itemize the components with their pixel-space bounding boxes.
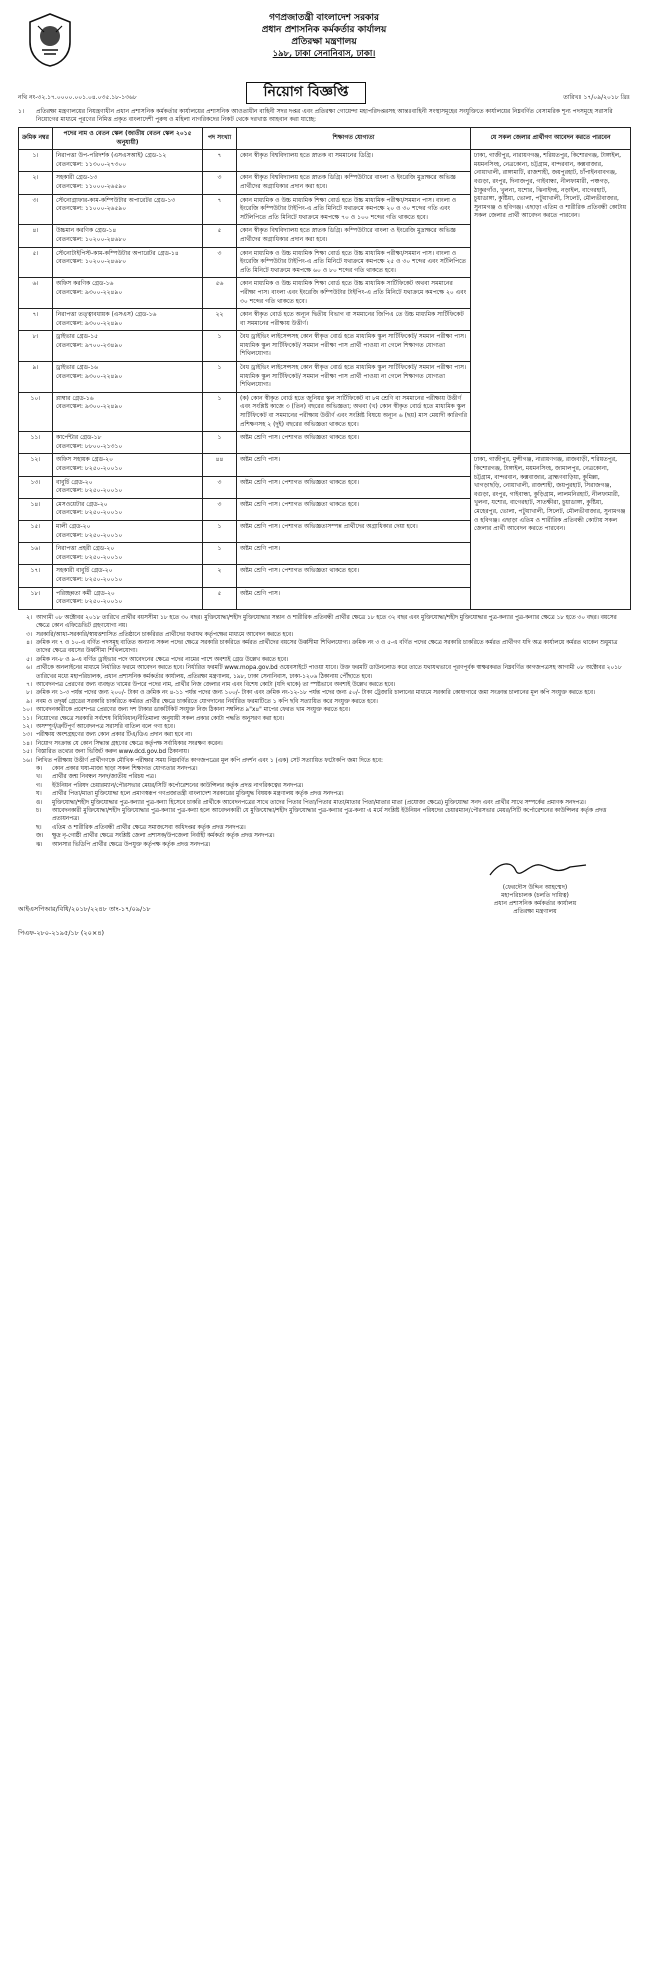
note-number: ১৫। [22, 749, 32, 756]
subnote-text: আনসার ভিডিপি প্রার্থীর ক্ষেত্রে উপযুক্ত কর্তৃপক্ষ কর্তৃক প্রদত্ত সনদপত্র। [52, 841, 211, 848]
subnote-text: ক্ষুদ্র নৃ-গোষ্ঠী প্রার্থীর ক্ষেত্রে সংশ্লিষ্ট জেলা প্রশাসক/উপজেলা নির্বাহী কর্মকর্তা কর্তৃক প্রদত্ত সনদপত্র। [52, 833, 275, 840]
ispr-memo: আইএসপিআর/বিধি/২০১৮/২২৪৮ তাং-১৭/০৯/১৮ [18, 905, 151, 914]
note-text: ক্রমিক নং ১-৩ পর্যন্ত পদের জন্য ২০০/- টাকা ও ক্রমিক নং ৪-১১ পর্যন্ত পদের জন্য ১০০/- টাকা এবং ক্রমিক নং-১২-১৮ পর্যন্ত পদের জন্য ৫০/- টাকা ট্রেজারি চালানের মাধ্যমে সরকারি কোষাগারে জমা সংক্রান্ত চালানের মূল কপি সংযুক্ত করতে হবে। [36, 690, 596, 697]
note-item [18, 706, 630, 714]
post-cell [53, 247, 203, 278]
note-item [18, 656, 630, 664]
post-count: ১ [203, 520, 237, 542]
row-serial: ৮। [19, 331, 53, 362]
note-text: নবম ও তদূর্ধ্ব গ্রেডের সরকারি চাকরিতে কর্মরত প্রার্থীর ক্ষেত্রে চাকরিতে যোগদানের নির্ধারিত ফরমাটিতে ১ কপি ছবি সত্যায়িত করে সংযুক্ত করতে হবে। [36, 698, 378, 705]
pay-scale: বেতনস্কেল: ১১০০০-২৬৫৯০ [56, 182, 127, 190]
post-count: ১ [203, 392, 237, 431]
signature-icon [460, 857, 610, 881]
note-text: ক্রমিক নং ৭ ও ১০-এ বর্ণিত পদসমূহ ব্যতিত অন্যান্য সকল পদের ক্ষেত্রে সরকারি চাকরিতে কর্মরত প্রার্থীদের বয়সের উর্ধ্বসীমা শিথিলযোগ্য। ক্রমিক নং ৩ ও ৫-এ বর্ণিত পদের ক্ষেত্রে সরকারি চাকরিতে কর্মরত প্রার্থীগণ যদি অত্র কার্যালয়ে কর্মরত থাকেন শুধুমাত্র তাদের ক্ষেত্রে বয়সের উর্ধ্বসীমা শিথিলযোগ্য। [36, 639, 618, 655]
qualification: অষ্টম শ্রেণি পাস। পেশাগত অভিজ্ঞতা থাকতে হবে। [237, 432, 471, 454]
post-count: ১ [203, 432, 237, 454]
post-count: ৭ [203, 150, 237, 172]
column-header: ক্রমিক নম্বর [19, 128, 53, 150]
post-cell [53, 309, 203, 331]
row-serial: ৭। [19, 309, 53, 331]
note-item [18, 631, 630, 639]
pay-scale: বেতনস্কেল: ১১৩০০-২৭৩০০ [56, 160, 127, 168]
note-item [18, 723, 630, 731]
subnote-letter: ঙ। [36, 799, 43, 806]
note-number: ৮। [26, 690, 32, 697]
post-cell [53, 520, 203, 542]
note-text: নিয়োগের ক্ষেত্রে সরকারি সর্বশেষ বিধিবিধান/নীতিমালা অনুযায়ী সকল প্রকার কোটা পদ্ধতি অনুসরণ করা হবে। [36, 715, 285, 722]
pay-scale: বেতনস্কেল: ১১০০০-২৬৫৯০ [56, 205, 127, 213]
post-name: স্টেনোটাইপিস্ট-কাম-কম্পিউটার অপারেটর গ্রেড-১৪ [56, 249, 179, 257]
table-row [19, 150, 631, 172]
post-name: নিরাপত্তা তত্ত্বাবধায়ক (এসএস) গ্রেড-১৬ [56, 311, 157, 319]
table-header-row [19, 128, 631, 150]
signatory-name: (ফেরদৌস উদ্দিন আহম্মেদ) [502, 884, 568, 892]
note-number: ১০। [22, 707, 32, 714]
qualification: অষ্টম শ্রেণি পাস। [237, 587, 471, 609]
subnote-letter: খ। [36, 774, 42, 781]
post-name: পরিচ্ছন্নতা কর্মী গ্রেড-২০ [56, 589, 115, 597]
pay-scale: বেতনস্কেল: ৮২৫০-২০০১০ [56, 575, 123, 583]
subnote-item [18, 841, 630, 849]
post-count: ১ [203, 543, 237, 565]
row-serial: ১২। [19, 454, 53, 476]
memo-number: নথি নং-৩২.১৭.০০০০.০০১.০৪.০৩৫.১৮-১৩৬৮ [18, 94, 137, 101]
post-cell [53, 225, 203, 247]
pay-scale: বেতনস্কেল: ১০২০০-২৪৬৮০ [56, 235, 127, 243]
note-text: নিয়োগ সংক্রান্ত যে কোন সিদ্ধান্ত গ্রহণের ক্ষেত্রে কর্তৃপক্ষ সর্বাধিকার সংরক্ষণ করেন। [36, 740, 223, 747]
note-number: ৫। [26, 656, 32, 663]
qualification: অষ্টম শ্রেণি পাস। পেশাগত অভিজ্ঞতা থাকতে হবে। [237, 498, 471, 520]
note-text: ক্রমিক নং-৮ ও ৯-এ বর্ণিত ড্রাইভার পদে আবেদনের ক্ষেত্রে পদের নামের পাশে অবশ্যই গ্রেড উল্লেখ করতে হবে। [36, 656, 289, 663]
subnote-item [18, 765, 630, 773]
row-serial: ১৪। [19, 498, 53, 520]
pay-scale: বেতনস্কেল: ৮৮০০-২১৩১০ [56, 442, 123, 450]
subnote-text: আবেদনকারী মুক্তিযোদ্ধা/শহীদ মুক্তিযোদ্ধার পুত্র-কন্যার পুত্র-কন্যা হলে আবেদনকারী যে মুক্তিযোদ্ধা/শহীদ মুক্তিযোদ্ধার পুত্র-কন্যার পুত্র-কন্যা এ মর্মে সংশ্লিষ্ট ইউনিয়ন পরিষদের চেয়ারম্যান/পৌরসভার মেয়র/সিটি কর্পোরেশনের কাউন্সিলর কর্তৃক প্রদত্ত প্রত্যয়নপত্র। [52, 808, 607, 823]
header-line-3: প্রতিরক্ষা মন্ত্রণালয় [291, 37, 357, 47]
subnote-item [18, 824, 630, 832]
qualification: অষ্টম শ্রেণি পাস। পেশাগত অভিজ্ঞতাসম্পন্ন প্রার্থীদের অগ্রাধিকার দেয়া হবে। [237, 520, 471, 542]
note-item [18, 681, 630, 689]
post-cell [53, 362, 203, 393]
row-serial: ৯। [19, 362, 53, 393]
post-count: ২২ [203, 309, 237, 331]
note-item [18, 757, 630, 765]
row-serial: ৩। [19, 194, 53, 225]
row-serial: ১০। [19, 392, 53, 431]
post-name: নিরাপত্তা উপ-পরিদর্শক (এসএসআই) গ্রেড-১২ [56, 152, 167, 160]
note-text: পরীক্ষায় অংশগ্রহণের জন্য কোন প্রকার টিএ/ডিএ প্রদান করা হবে না। [36, 732, 193, 739]
post-name: বাবুর্চি গ্রেড-২০ [56, 478, 93, 486]
qualification: অষ্টম শ্রেণি পাস। [237, 543, 471, 565]
subnote-text: কোন প্রকার ঘষা-মাজা ছাড়া সকল শিক্ষাগত যোগ্যতার সনদপত্র। [52, 766, 198, 773]
qualification: কোন মাধ্যমিক ও উচ্চ মাধ্যমিক শিক্ষা বোর্ড হতে উচ্চ মাধ্যমিক পরীক্ষা/সমমান পাস। বাংলা ও ইংরেজি কম্পিউটার টাইপিং-এ প্রতি মিনিটে যথাক্রমে কমপক্ষে ২৫ ও ৩০ শব্দের এবং সর্টলিপিতে প্রতি মিনিটে যথাক্রমে কমপক্ষে ৬০ ও ৮০ শব্দের গতি থাকতে হবে। [237, 247, 471, 278]
letterhead [18, 10, 630, 80]
row-serial: ৫। [19, 247, 53, 278]
post-cell [53, 194, 203, 225]
header-line-1: গণপ্রজাতন্ত্রী বাংলাদেশ সরকার [269, 13, 379, 23]
qualification: বৈধ ড্রাইভিং লাইসেন্সসহ কোন স্বীকৃত বোর্ড হতে মাধ্যমিক স্কুল সার্টিফিকেট/ সমমান পরীক্ষা পাস। মাধ্যমিক স্কুল সার্টিফিকেট/ সমমান পরীক্ষা পাস প্রার্থী পাওয়া না গেলে শিক্ষাগত যোগ্যতা শিথিলযোগ্য। [237, 362, 471, 393]
column-header: পদ সংখ্যা [203, 128, 237, 150]
note-text: প্রার্থীকে অনলাইনের মাধ্যমে নির্ধারিত ফরমে আবেদন করতে হবে। নির্ধারিত ফরমটি www.mopa.gov.bd ওয়েবসাইটে পাওয়া যাবে। উক্ত ফরমটি ডাউনলোড করে তাতে যথাযথভাবে পূরণপূর্বক স্বাক্ষরকরত নিম্নবর্ণিত কাগজপত্রসহ আগামী ০৮ অক্টোবর ২০১৮ তারিখের মধ্যে মহাপরিচালক, প্রধান প্রশাসনিক কর্মকর্তার কার্যালয়, প্রতিরক্ষা মন্ত্রণালয়, ১৯৮, ঢাকা সেনানিবাস, ঢাকা-১২০৬ ঠিকানায় পৌঁছাতে হবে। [36, 665, 622, 680]
footer [18, 857, 630, 947]
subnote-item [18, 790, 630, 798]
post-name: অফিস সহায়ক গ্রেড-২০ [56, 456, 113, 464]
post-cell [53, 498, 203, 520]
row-serial: ১৩। [19, 476, 53, 498]
post-name: প্লাম্বার গ্রেড-১৬ [56, 394, 94, 402]
post-name: অফিস করণিক গ্রেড-১৬ [56, 280, 114, 288]
post-name: মালী গ্রেড-২০ [56, 522, 91, 530]
intro-paragraph [18, 108, 630, 124]
column-header: শিক্ষাগত যোগ্যতা [237, 128, 471, 150]
row-serial: ৬। [19, 278, 53, 309]
qualification: কোন স্বীকৃত বিশ্ববিদ্যালয় হতে স্নাতক ডিগ্রি। কম্পিউটারে বাংলা ও ইংরেজি মুদ্রাক্ষরে অভিজ্ঞ প্রার্থীদের অগ্রাধিকার প্রদান করা হবে। [237, 172, 471, 194]
posts-table [18, 127, 631, 610]
post-count: ৩ [203, 498, 237, 520]
row-serial: ১৫। [19, 520, 53, 542]
post-cell [53, 476, 203, 498]
note-number: ১৬। [22, 757, 32, 764]
intro-number: ১। [18, 108, 25, 115]
signature-block [460, 857, 610, 916]
note-text: বিস্তারিত তথ্যের জন্য ভিজিট করুন www.dcd.gov.bd ঠিকানায়। [36, 749, 190, 756]
pay-scale: বেতনস্কেল: ৮২৫০-২০০১০ [56, 487, 123, 495]
post-name: মেসওয়েটার গ্রেড-২০ [56, 500, 108, 508]
post-count: ৫ [203, 225, 237, 247]
note-text: লিখিত পরীক্ষায় উত্তীর্ণ প্রার্থীগণকে মৌখিক পরীক্ষার সময় নিম্নবর্ণিত কাগজপত্রের মূল কপি প্রদর্শন এবং ১ (এক) সেট সত্যায়িত ফটোকপি জমা দিতে হবে: [36, 757, 383, 764]
subnote-letter: গ। [36, 782, 42, 789]
qualification: কোন স্বীকৃত বোর্ড হতে অন্যূন দ্বিতীয় বিভাগ বা সমমানের জিপিএ তে উচ্চ মাধ্যমিক সার্টিফিকেট বা সমমানের পরীক্ষায় উত্তীর্ণ। [237, 309, 471, 331]
qualification: অষ্টম শ্রেণি পাস। [237, 454, 471, 476]
note-number: ৩। [26, 631, 32, 638]
post-cell [53, 172, 203, 194]
post-name: সহকারী বাবুর্চি গ্রেড-২০ [56, 567, 113, 575]
pay-scale: বেতনস্কেল: ৮২৫০-২০০১০ [56, 465, 123, 472]
qualification: কোন মাধ্যমিক ও উচ্চ মাধ্যমিক শিক্ষা বোর্ড হতে উচ্চ মাধ্যমিক পরীক্ষা/সমমান পাস। বাংলা ও ইংরেজি কম্পিউটার টাইপিং-এ প্রতি মিনিটে যথাক্রমে কমপক্ষে ২০ ও ৩০ শব্দের গতি এবং সর্টলিপিতে প্রতি মিনিটে যথাক্রমে কমপক্ষে ৭০ ও ১০০ শব্দের গতি থাকতে হবে। [237, 194, 471, 225]
post-name: নিরাপত্তা প্রহরী গ্রেড-২০ [56, 545, 115, 553]
subnote-item [18, 799, 630, 807]
note-item [18, 664, 630, 681]
post-name: সহকারী গ্রেড-১৩ [56, 174, 98, 182]
subnote-letter: চ। [36, 808, 42, 815]
subnote-letter: ক। [36, 766, 43, 773]
pay-scale: বেতনস্কেল: ১০২০০-২৪৬৮০ [56, 258, 127, 266]
note-text: সরকারি/আধা-সরকারি/স্বায়ত্তশাসিত প্রতিষ্ঠানে চাকরিরত প্রার্থীদের যথাযথ কর্তৃপক্ষের মাধ্যমে আবেদন করতে হবে। [36, 631, 294, 638]
note-number: ১৪। [22, 740, 32, 747]
note-text: অসম্পূর্ণ/ত্রুটিপূর্ণ আবেদনপত্র সরাসরি বাতিল বলে গণ্য হবে। [36, 724, 175, 730]
qualification: কোন স্বীকৃত বিশ্ববিদ্যালয় হতে স্নাতক ডিগ্রি। কম্পিউটারে বাংলা ও ইংরেজি মুদ্রাক্ষরে অভিজ্ঞ প্রার্থীদের অগ্রাধিকার প্রদান করা হবে। [237, 225, 471, 247]
notice-date: তারিখঃ ১৭/০৯/২০১৮ খ্রিঃ [563, 94, 630, 101]
post-cell [53, 150, 203, 172]
note-item [18, 689, 630, 697]
note-number: ১১। [22, 715, 32, 722]
letterhead-text [18, 12, 630, 60]
post-cell [53, 392, 203, 431]
note-text: আবেদনকারীকে প্রবেশপত্র প্রেরণের জন্য দশ টাকার ডাকটিকিট সংযুক্ত নিজ ঠিকানা সম্বলিত ৯"x৪" মাপের ফেরত খাম সংযুক্ত করতে হবে। [36, 707, 350, 714]
pay-scale: বেতনস্কেল: ৯৩০০-২২৪৯০ [56, 403, 123, 411]
post-count: ৭ [203, 194, 237, 225]
subnote-text: প্রার্থীর জন্ম নিবন্ধন সনদ/জাতীয় পরিচয় পত্র। [52, 774, 156, 781]
note-item [18, 614, 630, 631]
post-count: ৩ [203, 247, 237, 278]
post-count: ১ [203, 362, 237, 393]
page [18, 10, 630, 947]
note-number: ২। [26, 614, 32, 621]
note-text: আবেদনপত্র প্রেরণের জন্য ব্যবহৃত খামের উপরে পদের নাম, প্রার্থীর নিজ জেলার নাম এবং বিশেষ কোটা (যদি থাকে) তা স্পষ্টভাবে অবশ্যই উল্লেখ করতে হবে। [36, 681, 396, 688]
post-name: স্টেনোগ্রাফার-কাম-কম্পিউটার অপারেটর গ্রেড-১৩ [56, 196, 176, 204]
note-number: ৬। [26, 665, 32, 672]
post-count: ৫ [203, 587, 237, 609]
pay-scale: বেতনস্কেল: ৯৩০০-২২৪৯০ [56, 288, 123, 296]
post-name: ড্রাইভার গ্রেড-১৫ [56, 333, 98, 341]
note-number: ৭। [26, 681, 32, 688]
subnote-text: মুক্তিযোদ্ধা/শহীদ মুক্তিযোদ্ধার পুত্র-কন্যার পুত্র-কন্যা হিসেবে চাকরি প্রার্থীকে আবেদনপত্রের সাথে তাদের পিতার পিতা/পিতার মাতা/মাতার পিতা/মাতার মাতা (প্রযোজ্য ক্ষেত্রে) মুক্তিযোদ্ধা সনদ এবং প্রার্থীর সাথে সম্পর্কের প্রমাণক সনদপত্র। [52, 799, 586, 806]
post-cell [53, 454, 203, 476]
qualification: কোন স্বীকৃত বিশ্ববিদ্যালয় হতে স্নাতক বা সমমানের ডিগ্রি। [237, 150, 471, 172]
subnote-letter: জ। [36, 833, 44, 840]
pay-scale: বেতনস্কেল: ৮২৫০-২০০১০ [56, 531, 123, 539]
column-header: পদের নাম ও বেতন স্কেল (জাতীয় বেতন স্কেল ২০১৫ অনুযায়ী) [53, 128, 203, 150]
post-cell [53, 543, 203, 565]
note-item [18, 698, 630, 706]
note-item [18, 639, 630, 656]
subnote-item [18, 832, 630, 840]
pay-scale: বেতনস্কেল: ৮২৫০-২০০১০ [56, 598, 123, 606]
row-serial: ১৭। [19, 565, 53, 587]
eligible-districts-b: ঢাকা, গাজীপুর, মুন্সীগঞ্জ, নারায়ণগঞ্জ, রাজবাড়ী, শরিয়তপুর, কিশোরগঞ্জ, টাঙ্গাইল, ময়মনসিংহ, জামালপুর, নেত্রকোনা, চট্টগ্রাম, বান্দরবান, কক্সবাজার, ব্রাহ্মণবাড়িয়া, কুমিল্লা, খাগড়াছড়ি, নোয়াখালী, রাজশাহী, জয়পুরহাট, সিরাজগঞ্জ, বগুড়া, রংপুর, গাইবান্ধা, কুড়িগ্রাম, লালমনিরহাট, নীলফামারী, খুলনা, যশোর, বাগেরহাট, সাতক্ষীরা, চুয়াডাঙ্গা, কুষ্টিয়া, মেহেরপুর, ভোলা, পটুয়াখালী, সিলেট, মৌলভীবাজার, সুনামগঞ্জ ও হবিগঞ্জ। এছাড়া এতিম ও শারীরিক প্রতিবন্ধী কোটায় সকল জেলার প্রার্থী আবেদন করতে পারবেন। [471, 454, 631, 609]
note-item [18, 748, 630, 756]
row-serial: ২। [19, 172, 53, 194]
subnote-text: ইউনিয়ন পরিষদ চেয়ারম্যান/পৌরসভার মেয়র/সিটি কর্পোরেশনের কাউন্সিলর কর্তৃক প্রদত্ত নাগরিকত্বের সনদপত্র। [52, 782, 304, 789]
row-serial: ১১। [19, 432, 53, 454]
table-row [19, 454, 631, 476]
post-cell [53, 432, 203, 454]
post-name: ড্রাইভার গ্রেড-১৬ [56, 364, 98, 372]
row-serial: ১। [19, 150, 53, 172]
notes-section [18, 614, 630, 849]
pay-scale: বেতনস্কেল: ৯৭০০-২৩৪৯০ [56, 341, 123, 349]
note-number: ১২। [22, 724, 32, 730]
note-item [18, 740, 630, 748]
header-line-2: প্রধান প্রশাসনিক কর্মকর্তার কার্যালয় [261, 25, 387, 35]
subnote-text: প্রার্থীর পিতা/মাতা মুক্তিযোদ্ধা হলে প্রমাণস্বরূপ গণপ্রজাতন্ত্রী বাংলাদেশ সরকারের মুক্তিযুদ্ধ বিষয়ক মন্ত্রণালয় কর্তৃক প্রদত্ত সনদপত্র। [52, 791, 344, 798]
pay-scale: বেতনস্কেল: ৯৩০০-২২৪৯০ [56, 319, 123, 327]
post-count: ৩ [203, 172, 237, 194]
note-number: ৯। [26, 698, 32, 705]
post-count: ৩ [203, 476, 237, 498]
post-count: ১ [203, 331, 237, 362]
eligible-districts-a: ঢাকা, গাজীপুর, নারায়ণগঞ্জ, শরিয়তপুর, কিশোরগঞ্জ, টাঙ্গাইল, ময়মনসিংহ, নেত্রকোনা, চট্টগ্রাম, বান্দরবান, কক্সবাজার, নোয়াখালী, রাঙ্গামাটি, রাজশাহী, জয়পুরহাট, চাঁপাইনবাবগঞ্জ, বগুড়া, রংপুর, দিনাজপুর, গাইবান্ধা, নীলফামারী, পঞ্চগড়, ঠাকুরগাঁও, খুলনা, যশোর, ঝিনাইদহ, নড়াইল, বাগেরহাট, চুয়াডাঙ্গা, কুষ্টিয়া, ভোলা, পটুয়াখালী, সিলেট, মৌলভীবাজার, সুনামগঞ্জ ও হবিগঞ্জ। এছাড়া এতিম ও শারীরিক প্রতিবন্ধী কোটায় সকল জেলার প্রার্থী আবেদন করতে পারবেন। [471, 150, 631, 454]
memo-row [18, 82, 630, 106]
post-count: ৫৬ [203, 278, 237, 309]
subnote-text: এতিম ও শারীরিক প্রতিবন্ধী প্রার্থীর ক্ষেত্রে সমাজসেবা অধিদপ্তর কর্তৃক প্রদত্ত সনদপত্র। [52, 824, 246, 831]
qualification: অষ্টম শ্রেণি পাস। পেশাগত অভিজ্ঞতা থাকতে হবে। [237, 476, 471, 498]
note-number: ১৩। [22, 732, 32, 739]
pay-scale: বেতনস্কেল: ৯৩০০-২২৪৯০ [56, 372, 123, 380]
qualification: কোন মাধ্যমিক ও উচ্চ মাধ্যমিক শিক্ষা বোর্ড হতে উচ্চ মাধ্যমিক সার্টিফিকেট অথবা সমমানের পরীক্ষা পাস। বাংলা এবং ইংরেজি কম্পিউটার টাইপিং-এ প্রতি মিনিটে যথাক্রমে কমপক্ষে ২০ এবং ৩০ শব্দের গতি থাকতে হবে। [237, 278, 471, 309]
post-cell [53, 565, 203, 587]
note-item [18, 731, 630, 739]
subnote-item [18, 807, 630, 824]
row-serial: ১৬। [19, 543, 53, 565]
post-cell [53, 278, 203, 309]
signatory-designation: মহাপরিচালক (চলতি দায়িত্ব) [501, 892, 569, 900]
row-serial: ৪। [19, 225, 53, 247]
header-address: ১৯৮, ঢাকা সেনানিবাস, ঢাকা। [272, 49, 376, 59]
subnote-item [18, 773, 630, 781]
post-cell [53, 331, 203, 362]
note-number: ৪। [26, 639, 32, 646]
intro-text: প্রতিরক্ষা মন্ত্রণালয়ের নিয়ন্ত্রণাধীন প্রধান প্রশাসনিক কর্মকর্তার কার্যালয়ের প্রশাসনিক আওতাধীন বাহিনী সদর দপ্তর এবং প্রতিরক্ষা গোয়েন্দা মহাপরিদপ্তরসহ আন্তঃবাহিনী সংস্থাসমূহের সংযুক্তিতে কার্যালয়ের নিম্নবর্ণিত বেসামরিক শূন্য পদসমূহে সরাসরি নিয়োগের মাধ্যমে পূরণের নিমিত্ত প্রকৃত বাংলাদেশী পুরুষ ও মহিলা নাগরিকদের নিকট থেকে দরখাস্ত আহবান করা যাচ্ছে: [36, 108, 613, 123]
page-title: নিয়োগ বিজ্ঞপ্তি [246, 82, 366, 104]
signatory-ministry: প্রতিরক্ষা মন্ত্রণালয় [513, 908, 557, 916]
post-cell [53, 587, 203, 609]
qualification: অষ্টম শ্রেণি পাস। পেশাগত অভিজ্ঞতা থাকতে হবে। [237, 565, 471, 587]
pay-scale: বেতনস্কেল: ৮২৫০-২০০১০ [56, 509, 123, 517]
note-item [18, 715, 630, 723]
post-count: ৪৪ [203, 454, 237, 476]
column-header: যে সকল জেলার প্রার্থীগণ আবেদন করতে পারবেন [471, 128, 631, 150]
subnote-letter: ছ। [36, 824, 42, 831]
post-name: কার্পেন্টার গ্রেড-১৮ [56, 434, 102, 442]
subnote-item [18, 782, 630, 790]
post-name: উচ্চমান করণিক গ্রেড-১৪ [56, 227, 117, 235]
pay-scale: বেতনস্কেল: ৮২৫০-২০০১০ [56, 553, 123, 561]
post-count: ২ [203, 565, 237, 587]
subnote-letter: ঘ। [36, 791, 42, 798]
row-serial: ১৮। [19, 587, 53, 609]
qualification: (ক) কোন স্বীকৃত বোর্ড হতে জুনিয়র স্কুল সার্টিফিকেট বা ৮ম শ্রেণি বা সমমানের পরীক্ষায় উত্তীর্ণ এবং সংশ্লিষ্ট কাজে ৩ (তিন) বছরের অভিজ্ঞতা; অথবা (খ) কোন স্বীকৃত বোর্ড হতে মাধ্যমিক স্কুল সার্টিফিকেট বা সমমানের পরীক্ষায় উত্তীর্ণ এবং সংশ্লিষ্ট বিষয়ে অন্যূন ৬ (ছয়) মাস মেয়াদী কারিগরি প্রশিক্ষণসহ ২ (দুই) বছরের অভিজ্ঞতা থাকতে হবে। [237, 392, 471, 431]
subnote-letter: ঝ। [36, 841, 43, 848]
dfp-memo: পিএফ-২৮০-২১৯৫/১৮ (২০×৪) [18, 929, 105, 938]
qualification: বৈধ ড্রাইভিং লাইসেন্সসহ কোন স্বীকৃত বোর্ড হতে মাধ্যমিক স্কুল সার্টিফিকেট/ সমমান পরীক্ষা পাস। মাধ্যমিক স্কুল সার্টিফিকেট/ সমমান পরীক্ষা পাস প্রার্থী পাওয়া না গেলে শিক্ষাগত যোগ্যতা শিথিলযোগ্য। [237, 331, 471, 362]
signatory-office: প্রধান প্রশাসনিক কর্মকর্তার কার্যালয় [493, 900, 577, 908]
note-text: আগামী ০৮ অক্টোবর ২০১৮ তারিখে প্রার্থীর বয়সসীমা ১৮ হতে ৩০ বছর। মুক্তিযোদ্ধা/শহীদ মুক্তিযোদ্ধার সন্তান ও শারীরিক প্রতিবন্ধী প্রার্থীর ক্ষেত্রে ১৮ হতে ৩২ বছর এবং মুক্তিযোদ্ধা/শহীদ মুক্তিযোদ্ধার পুত্র-কন্যার পুত্র-কন্যার ক্ষেত্রে ১৮ হতে ৩০ বছর। বয়সের ক্ষেত্রে কোন এফিডেভিট গ্রহণযোগ্য নয়। [36, 614, 617, 630]
